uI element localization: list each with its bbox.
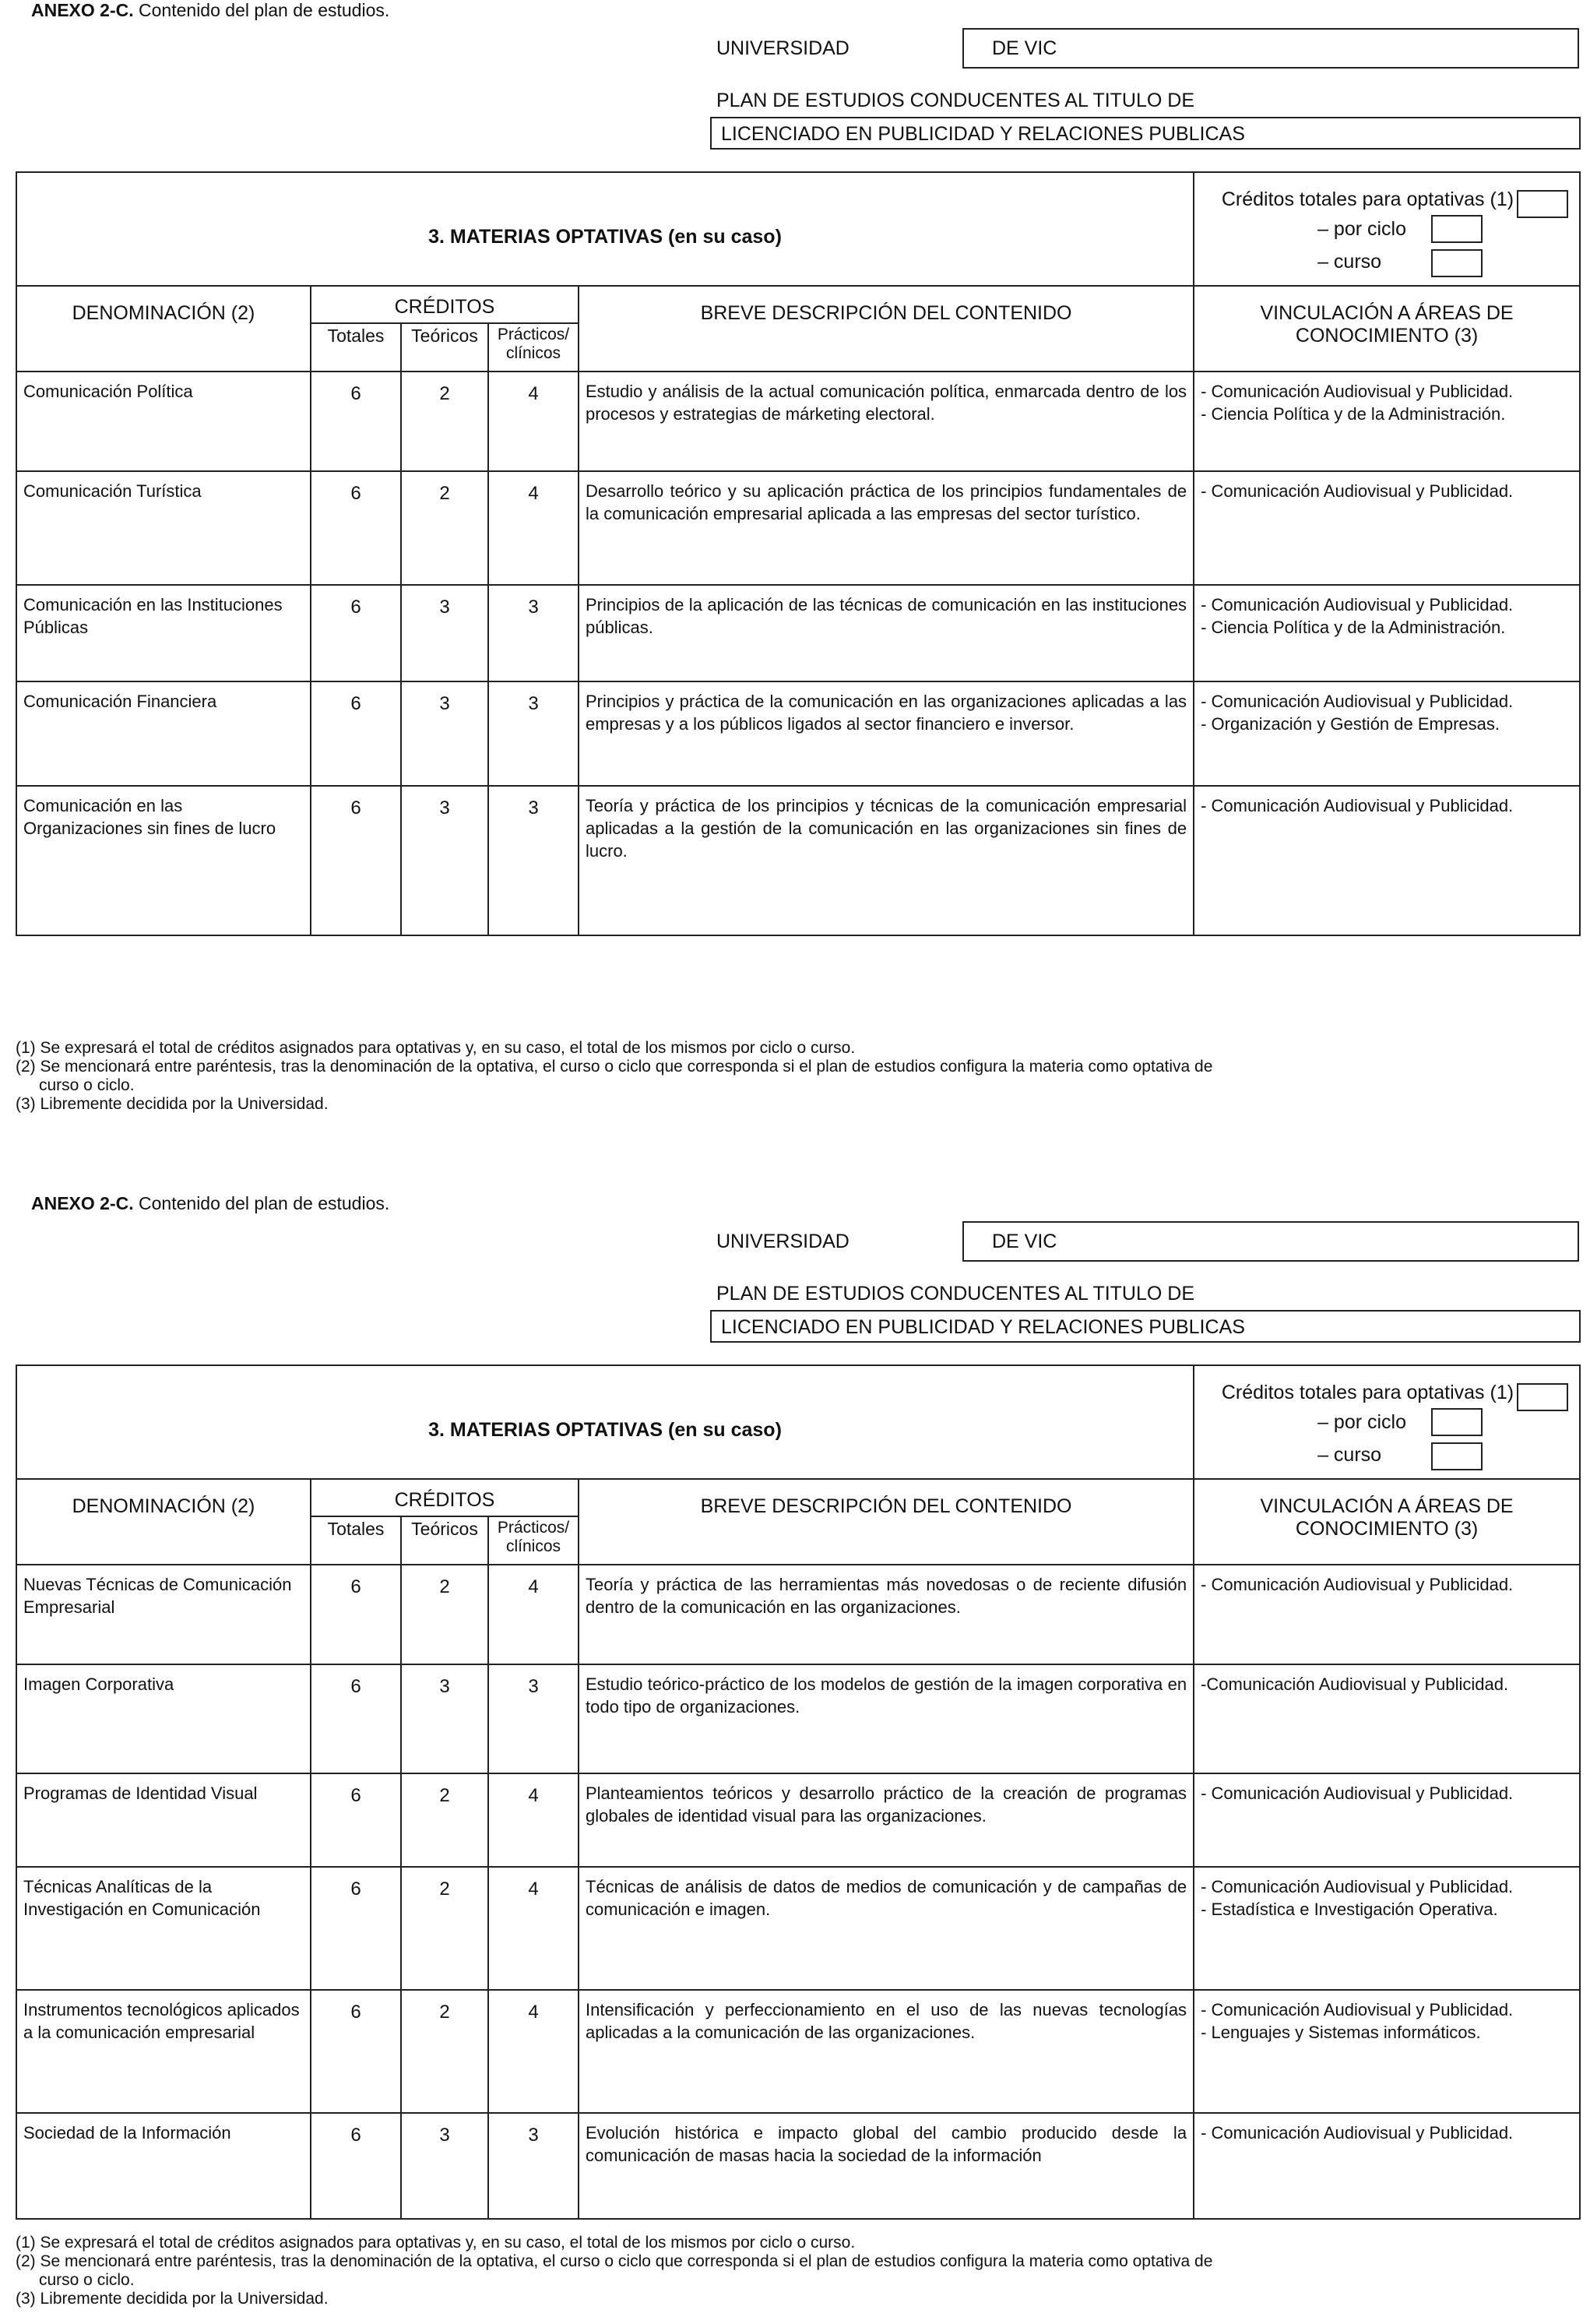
subject-name: Técnicas Analíticas de la Investigación en Comunicación [16, 1867, 311, 1990]
knowledge-area: -Comunicación Audiovisual y Publicidad. [1201, 1674, 1509, 1694]
plan-label: PLAN DE ESTUDIOS CONDUCENTES AL TITULO DE [716, 90, 1195, 111]
credits-practicos: 3 [488, 585, 579, 681]
subject-description: Teoría y práctica de los principios y técnicas de la comunicación empresarial aplicadas a la gestión de la comunicación en las organizaciones sin fines de lucro. [579, 786, 1194, 935]
university-label: UNIVERSIDAD [716, 1231, 850, 1252]
knowledge-area: - Ciencia Política y de la Administración. [1201, 618, 1506, 637]
university-value: DE VIC [992, 1231, 1057, 1252]
credits-practicos: 4 [488, 1867, 579, 1990]
knowledge-area: - Comunicación Audiovisual y Publicidad. [1201, 1575, 1514, 1594]
credits-total-box [1517, 1383, 1568, 1411]
credits-totales: 6 [311, 1565, 401, 1664]
credits-totales: 6 [311, 1664, 401, 1773]
col-denominacion: DENOMINACIÓN (2) [16, 286, 311, 371]
subject-name: Comunicación Financiera [16, 681, 311, 786]
subject-description: Desarrollo teórico y su aplicación práctica de los principios fundamentales de la comunicación empresarial aplicada a las empresas del sector turístico. [579, 471, 1194, 585]
credits-practicos: 3 [488, 786, 579, 935]
knowledge-area: - Comunicación Audiovisual y Publicidad. [1201, 2000, 1514, 2019]
university-label: UNIVERSIDAD [716, 37, 850, 59]
per-cycle-box [1431, 215, 1483, 243]
knowledge-areas [1194, 681, 1580, 786]
annex-heading [31, 0, 389, 21]
credits-teoricos: 3 [401, 2113, 488, 2219]
footnote-1: (1) Se expresará el total de créditos asignados para optativas y, en su caso, el total de los mismos por ciclo o curso. [16, 2234, 856, 2252]
degree-field [710, 1310, 1581, 1343]
credits-totales: 6 [311, 1990, 401, 2113]
annex-subtitle: Contenido del plan de estudios. [139, 0, 390, 20]
credits-practicos: 3 [488, 2113, 579, 2219]
per-course-box [1431, 249, 1483, 277]
university-field [962, 1221, 1579, 1262]
col-practicos: Prácticos/ clínicos [488, 323, 579, 371]
credits-teoricos: 2 [401, 371, 488, 471]
knowledge-areas [1194, 1867, 1580, 1990]
footnote-2-cont: curso o ciclo. [39, 2271, 135, 2289]
knowledge-areas [1194, 786, 1580, 935]
knowledge-areas [1194, 371, 1580, 471]
credits-total-label: Créditos totales para optativas (1) [1221, 188, 1514, 210]
col-creditos: CRÉDITOS [311, 1479, 579, 1516]
table-row [16, 585, 1580, 681]
credits-teoricos: 3 [401, 681, 488, 786]
knowledge-area: - Comunicación Audiovisual y Publicidad. [1201, 382, 1514, 401]
subject-description: Evolución histórica e impacto global del cambio producido desde la comunicación de masas hacia la sociedad de la información [579, 2113, 1194, 2219]
plan-label: PLAN DE ESTUDIOS CONDUCENTES AL TITULO DE [716, 1283, 1195, 1305]
col-descripcion: BREVE DESCRIPCIÓN DEL CONTENIDO [579, 286, 1194, 371]
subject-description: Intensificación y perfeccionamiento en el uso de las nuevas tecnologías aplicadas a la comunicación de las organizaciones. [579, 1990, 1194, 2113]
per-course-label: – curso [1317, 1444, 1382, 1466]
footnotes [16, 2234, 1573, 2308]
subject-description: Principios y práctica de la comunicación en las organizaciones aplicadas a las empresas y a los públicos ligados al sector financiero e inversor. [579, 681, 1194, 786]
annex-label: ANEXO 2-C. [31, 1193, 134, 1213]
footnote-1: (1) Se expresará el total de créditos asignados para optativas y, en su caso, el total de los mismos por ciclo o curso. [16, 1039, 856, 1057]
subject-name: Instrumentos tecnológicos aplicados a la comunicación empresarial [16, 1990, 311, 2113]
footnote-2: (2) Se mencionará entre paréntesis, tras la denominación de la optativa, el curso o ciclo que corresponda si el plan de estudios configura la materia como optativa de [16, 1058, 1213, 1076]
knowledge-areas [1194, 585, 1580, 681]
table-row [16, 471, 1580, 585]
credits-totales: 6 [311, 471, 401, 585]
col-vinculacion: VINCULACIÓN A ÁREAS DE CONOCIMIENTO (3) [1194, 1479, 1580, 1565]
credits-practicos: 4 [488, 1990, 579, 2113]
credits-teoricos: 3 [401, 585, 488, 681]
knowledge-area: - Comunicación Audiovisual y Publicidad. [1201, 796, 1514, 815]
per-cycle-box [1431, 1408, 1483, 1436]
knowledge-area: - Lenguajes y Sistemas informáticos. [1201, 2023, 1481, 2042]
table-title: 3. MATERIAS OPTATIVAS (en su caso) [16, 172, 1194, 286]
table-row [16, 1664, 1580, 1773]
annex-label: ANEXO 2-C. [31, 0, 134, 20]
subject-name: Programas de Identidad Visual [16, 1773, 311, 1867]
footnotes [16, 1039, 1573, 1114]
knowledge-area: - Estadística e Investigación Operativa. [1201, 1900, 1498, 1919]
knowledge-area: - Comunicación Audiovisual y Publicidad. [1201, 481, 1514, 501]
credits-teoricos: 2 [401, 471, 488, 585]
knowledge-area: - Comunicación Audiovisual y Publicidad. [1201, 1877, 1514, 1896]
table-row [16, 1565, 1580, 1664]
table-row [16, 786, 1580, 935]
table-row [16, 681, 1580, 786]
credits-summary [1194, 1365, 1580, 1479]
credits-totales: 6 [311, 1867, 401, 1990]
credits-totales: 6 [311, 371, 401, 471]
university-value: DE VIC [992, 37, 1057, 59]
credits-practicos: 4 [488, 1565, 579, 1664]
subject-description: Estudio y análisis de la actual comunicación política, enmarcada dentro de los procesos y estrategias de márketing electoral. [579, 371, 1194, 471]
per-course-label: – curso [1317, 251, 1382, 273]
subject-name: Comunicación Política [16, 371, 311, 471]
col-teoricos: Teóricos [401, 1516, 488, 1565]
table-row [16, 1990, 1580, 2113]
credits-totales: 6 [311, 2113, 401, 2219]
credits-totales: 6 [311, 786, 401, 935]
knowledge-area: - Comunicación Audiovisual y Publicidad. [1201, 2123, 1514, 2143]
knowledge-area: - Comunicación Audiovisual y Publicidad. [1201, 595, 1514, 614]
credits-practicos: 4 [488, 1773, 579, 1867]
knowledge-area: - Comunicación Audiovisual y Publicidad. [1201, 1783, 1514, 1803]
degree-value: LICENCIADO EN PUBLICIDAD Y RELACIONES PUBLICAS [721, 123, 1245, 145]
footnote-3: (3) Libremente decidida por la Universidad. [16, 2290, 329, 2308]
table-title: 3. MATERIAS OPTATIVAS (en su caso) [16, 1365, 1194, 1479]
annex-heading [31, 1193, 389, 1214]
knowledge-areas [1194, 2113, 1580, 2219]
col-vinculacion: VINCULACIÓN A ÁREAS DE CONOCIMIENTO (3) [1194, 286, 1580, 371]
credits-summary [1194, 172, 1580, 286]
footnote-2-cont: curso o ciclo. [39, 1076, 135, 1094]
per-cycle-label: – por ciclo [1317, 218, 1407, 240]
credits-practicos: 4 [488, 471, 579, 585]
degree-field [710, 117, 1581, 150]
optional-subjects-table [16, 1364, 1581, 2220]
col-totales: Totales [311, 323, 401, 371]
optional-subjects-table [16, 171, 1581, 936]
col-practicos: Prácticos/ clínicos [488, 1516, 579, 1565]
credits-teoricos: 2 [401, 1990, 488, 2113]
subject-description: Planteamientos teóricos y desarrollo práctico de la creación de programas globales de identidad visual para las organizaciones. [579, 1773, 1194, 1867]
subject-description: Estudio teórico-práctico de los modelos de gestión de la imagen corporativa en todo tipo de organizaciones. [579, 1664, 1194, 1773]
credits-totales: 6 [311, 681, 401, 786]
knowledge-areas [1194, 471, 1580, 585]
subject-name: Nuevas Técnicas de Comunicación Empresarial [16, 1565, 311, 1664]
credits-practicos: 3 [488, 1664, 579, 1773]
credits-teoricos: 3 [401, 1664, 488, 1773]
footnote-2: (2) Se mencionará entre paréntesis, tras la denominación de la optativa, el curso o ciclo que corresponda si el plan de estudios configura la materia como optativa de [16, 2252, 1213, 2270]
credits-practicos: 3 [488, 681, 579, 786]
credits-teoricos: 2 [401, 1867, 488, 1990]
credits-teoricos: 3 [401, 786, 488, 935]
table-row [16, 2113, 1580, 2219]
col-denominacion: DENOMINACIÓN (2) [16, 1479, 311, 1565]
knowledge-areas [1194, 1773, 1580, 1867]
subject-name: Imagen Corporativa [16, 1664, 311, 1773]
degree-value: LICENCIADO EN PUBLICIDAD Y RELACIONES PUBLICAS [721, 1316, 1245, 1338]
subject-name: Comunicación en las Organizaciones sin fines de lucro [16, 786, 311, 935]
subject-description: Técnicas de análisis de datos de medios de comunicación y de campañas de comunicación e imagen. [579, 1867, 1194, 1990]
university-field [962, 28, 1579, 69]
annex-subtitle: Contenido del plan de estudios. [139, 1193, 390, 1213]
col-teoricos: Teóricos [401, 323, 488, 371]
credits-teoricos: 2 [401, 1773, 488, 1867]
subject-description: Principios de la aplicación de las técnicas de comunicación en las instituciones públicas. [579, 585, 1194, 681]
per-course-box [1431, 1442, 1483, 1470]
table-row [16, 1773, 1580, 1867]
col-descripcion: BREVE DESCRIPCIÓN DEL CONTENIDO [579, 1479, 1194, 1565]
footnote-3: (3) Libremente decidida por la Universidad. [16, 1095, 329, 1113]
knowledge-area: - Ciencia Política y de la Administración. [1201, 404, 1506, 424]
credits-total-label: Créditos totales para optativas (1) [1221, 1382, 1514, 1403]
knowledge-areas [1194, 1565, 1580, 1664]
col-totales: Totales [311, 1516, 401, 1565]
subject-name: Sociedad de la Información [16, 2113, 311, 2219]
credits-totales: 6 [311, 585, 401, 681]
knowledge-area: - Comunicación Audiovisual y Publicidad. [1201, 692, 1514, 711]
credits-teoricos: 2 [401, 1565, 488, 1664]
knowledge-area: - Organización y Gestión de Empresas. [1201, 714, 1500, 734]
knowledge-areas [1194, 1990, 1580, 2113]
col-creditos: CRÉDITOS [311, 286, 579, 323]
subject-description: Teoría y práctica de las herramientas más novedosas o de reciente difusión dentro de la comunicación en las organizaciones. [579, 1565, 1194, 1664]
table-row [16, 371, 1580, 471]
per-cycle-label: – por ciclo [1317, 1411, 1407, 1433]
knowledge-areas [1194, 1664, 1580, 1773]
credits-totales: 6 [311, 1773, 401, 1867]
credits-total-box [1517, 190, 1568, 218]
table-row [16, 1867, 1580, 1990]
subject-name: Comunicación en las Instituciones Públicas [16, 585, 311, 681]
subject-name: Comunicación Turística [16, 471, 311, 585]
credits-practicos: 4 [488, 371, 579, 471]
